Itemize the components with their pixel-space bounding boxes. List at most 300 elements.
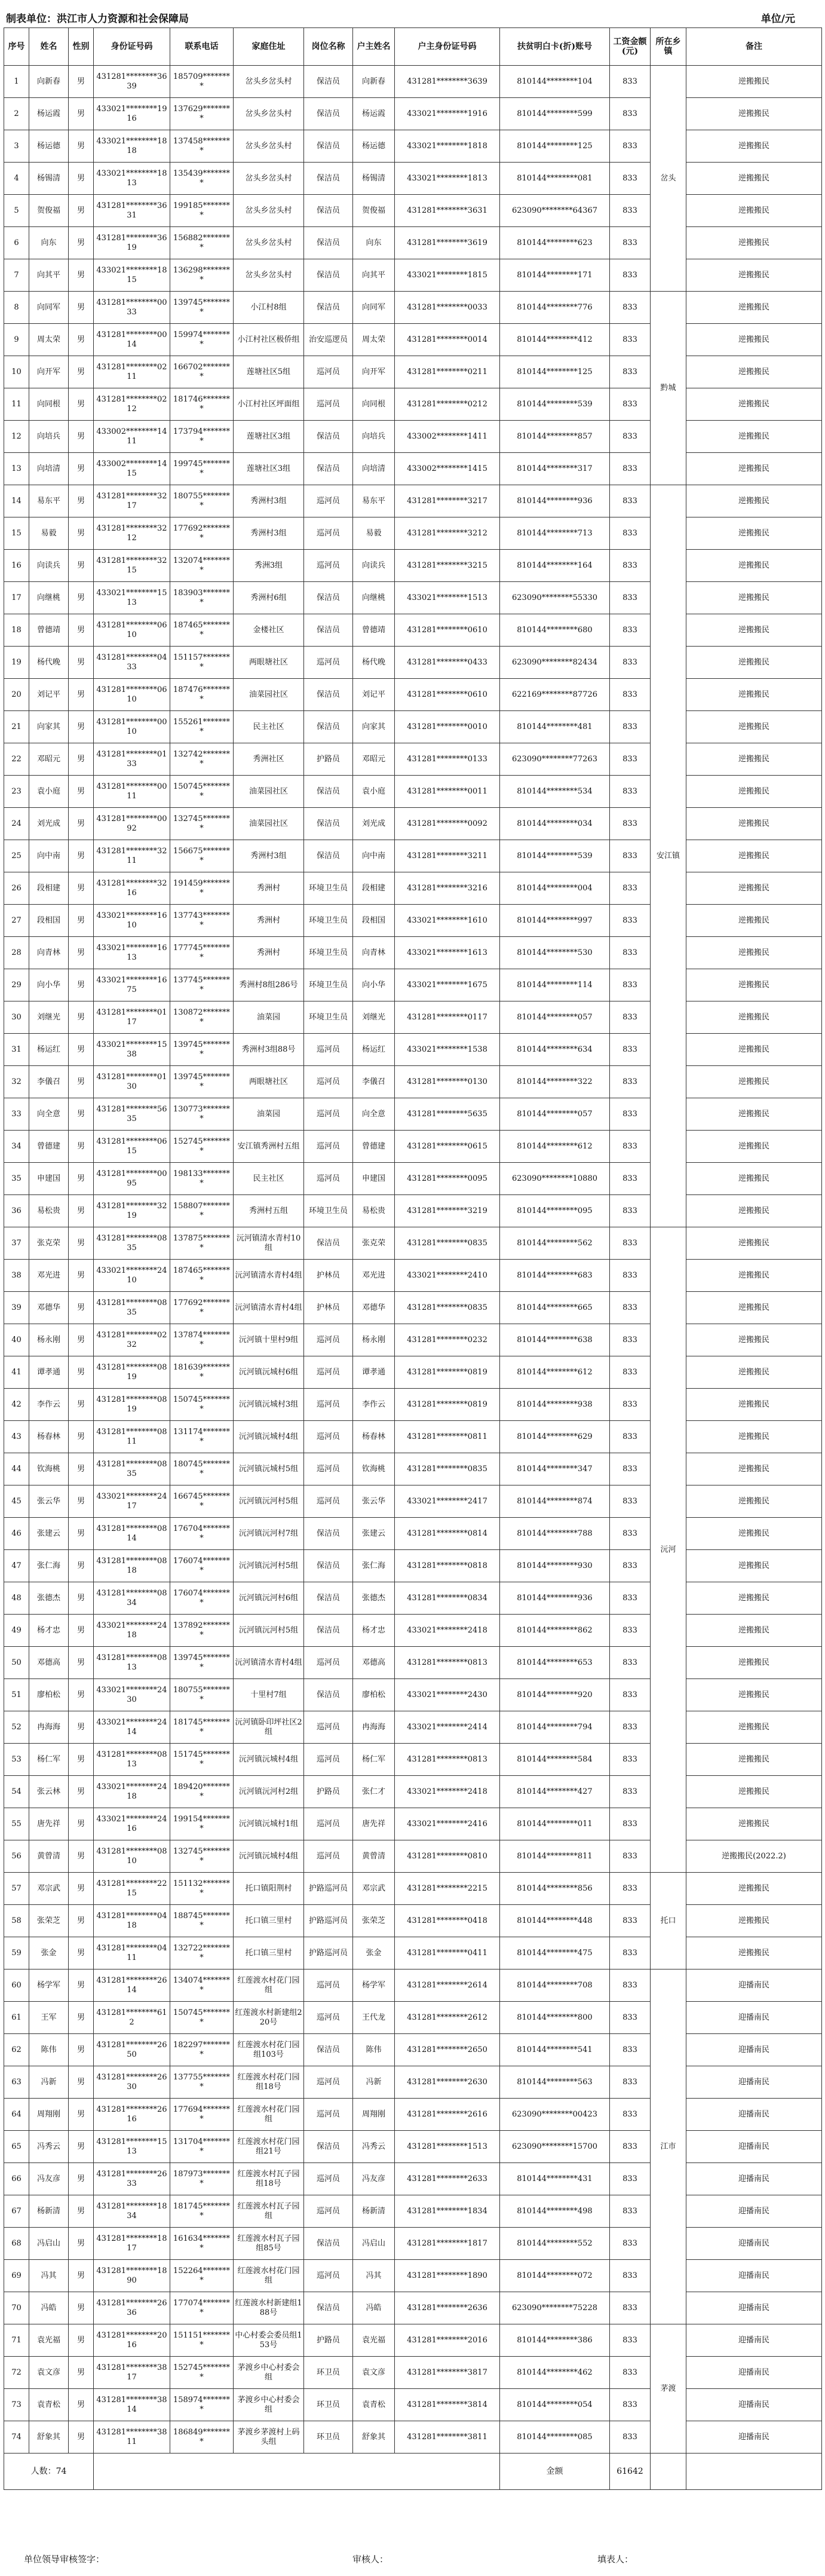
sex-cell: 男 xyxy=(69,2034,94,2066)
table-row xyxy=(4,1195,822,1227)
head-id-cell: 431281********0813 xyxy=(395,1744,500,1776)
name-cell: 邓德高 xyxy=(29,1647,69,1679)
head-name-cell: 周翔刚 xyxy=(353,2099,395,2131)
head-name-cell: 冯启山 xyxy=(353,2228,395,2260)
amount-cell: 833 xyxy=(610,292,651,324)
remark-cell: 逆搬搬民 xyxy=(686,517,822,550)
sex-cell: 男 xyxy=(69,776,94,808)
remark-cell: 逆搬搬民(2022.2) xyxy=(686,1840,822,1873)
address-cell: 秀洲社区 xyxy=(234,743,304,776)
col-header: 扶贫明白卡(折)账号 xyxy=(500,28,610,66)
name-cell: 廖柏松 xyxy=(29,1679,69,1711)
table-row xyxy=(4,2357,822,2389)
amount-cell: 833 xyxy=(610,1969,651,2002)
table-row xyxy=(4,1098,822,1131)
account-cell: 810144********004 xyxy=(500,872,610,905)
col-header: 姓名 xyxy=(29,28,69,66)
account-cell: 810144********800 xyxy=(500,2002,610,2034)
head-name-cell: 杨才忠 xyxy=(353,1615,395,1647)
name-cell: 向培清 xyxy=(29,453,69,485)
head-id-cell: 431281********0418 xyxy=(395,1905,500,1937)
amount-cell: 833 xyxy=(610,2163,651,2195)
amount-cell: 833 xyxy=(610,647,651,679)
id-cell: 431281********1513 xyxy=(94,2131,170,2163)
table-row xyxy=(4,1744,822,1776)
name-cell: 刘记平 xyxy=(29,679,69,711)
amount-cell: 833 xyxy=(610,227,651,259)
account-cell: 810144********481 xyxy=(500,711,610,743)
account-cell: 810144********322 xyxy=(500,1066,610,1098)
remark-cell: 逆搬搬民 xyxy=(686,1324,822,1356)
remark-cell: 逆搬搬民 xyxy=(686,1711,822,1744)
preparer-sign-label: 填表人： xyxy=(597,2554,634,2565)
phone-cell: 136298******** xyxy=(170,259,234,292)
remark-cell: 逆搬搬民 xyxy=(686,1421,822,1453)
account-cell: 810144********534 xyxy=(500,776,610,808)
head-id-cell: 431281********3814 xyxy=(395,2389,500,2421)
name-cell: 杨新清 xyxy=(29,2195,69,2228)
address-cell: 秀洲3组 xyxy=(234,550,304,582)
account-cell: 623090********64367 xyxy=(500,195,610,227)
head-name-cell: 邓德高 xyxy=(353,1647,395,1679)
sex-cell: 男 xyxy=(69,356,94,388)
head-name-cell: 曾德靖 xyxy=(353,614,395,647)
amount-cell: 833 xyxy=(610,743,651,776)
head-id-cell: 431281********0011 xyxy=(395,776,500,808)
address-cell: 两眼塘社区 xyxy=(234,647,304,679)
sex-cell: 男 xyxy=(69,1195,94,1227)
remark-cell: 逆搬搬民 xyxy=(686,1098,822,1131)
head-id-cell: 431281********3219 xyxy=(395,1195,500,1227)
remark-cell: 逆搬搬民 xyxy=(686,1873,822,1905)
name-cell: 杨运德 xyxy=(29,130,69,163)
address-cell: 沅河镇沅城村5组 xyxy=(234,1453,304,1485)
table-row xyxy=(4,808,822,840)
amount-cell: 833 xyxy=(610,550,651,582)
phone-cell: 188745******** xyxy=(170,1905,234,1937)
sex-cell: 男 xyxy=(69,2099,94,2131)
col-header: 性别 xyxy=(69,28,94,66)
id-cell: 431281********3211 xyxy=(94,840,170,872)
row-no-cell: 25 xyxy=(4,840,29,872)
table-row xyxy=(4,711,822,743)
post-cell: 保洁员 xyxy=(304,2131,353,2163)
row-no-cell: 58 xyxy=(4,1905,29,1937)
col-header: 户主身份证号码 xyxy=(395,28,500,66)
head-id-cell: 431281********2016 xyxy=(395,2324,500,2357)
post-cell: 护路巡河员 xyxy=(304,1905,353,1937)
remark-cell: 逆搬搬民 xyxy=(686,1808,822,1840)
sex-cell: 男 xyxy=(69,905,94,937)
sex-cell: 男 xyxy=(69,2228,94,2260)
row-no-cell: 39 xyxy=(4,1292,29,1324)
remark-cell: 逆搬搬民 xyxy=(686,356,822,388)
sex-cell: 男 xyxy=(69,1647,94,1679)
amount-cell: 833 xyxy=(610,195,651,227)
address-cell: 安江镇秀洲村五组 xyxy=(234,1131,304,1163)
phone-cell: 150745******** xyxy=(170,1389,234,1421)
remark-cell: 逆搬搬民 xyxy=(686,1615,822,1647)
head-id-cell: 431281********1817 xyxy=(395,2228,500,2260)
table-row xyxy=(4,1485,822,1518)
id-cell: 431281********0130 xyxy=(94,1066,170,1098)
post-cell: 保洁员 xyxy=(304,776,353,808)
amount-cell: 833 xyxy=(610,2260,651,2292)
id-cell: 431281********0418 xyxy=(94,1905,170,1937)
phone-cell: 181639******** xyxy=(170,1356,234,1389)
phone-cell: 132742******** xyxy=(170,743,234,776)
address-cell: 金楼社区 xyxy=(234,614,304,647)
id-cell: 431281********2630 xyxy=(94,2066,170,2099)
row-no-cell: 56 xyxy=(4,1840,29,1873)
sex-cell: 男 xyxy=(69,163,94,195)
name-cell: 易东平 xyxy=(29,485,69,517)
head-id-cell: 433021********1916 xyxy=(395,98,500,130)
post-cell: 环卫员 xyxy=(304,2421,353,2454)
sex-cell: 男 xyxy=(69,550,94,582)
post-cell: 保洁员 xyxy=(304,582,353,614)
address-cell: 中心村委会委员组153号 xyxy=(234,2324,304,2357)
amount-cell: 833 xyxy=(610,1550,651,1582)
amount-cell: 833 xyxy=(610,808,651,840)
head-name-cell: 杨运德 xyxy=(353,130,395,163)
sex-cell: 男 xyxy=(69,195,94,227)
account-cell: 810144********653 xyxy=(500,1647,610,1679)
remark-cell: 逆搬搬民 xyxy=(686,1776,822,1808)
account-cell: 810144********011 xyxy=(500,1808,610,1840)
head-name-cell: 杨锡清 xyxy=(353,163,395,195)
head-id-cell: 431281********0092 xyxy=(395,808,500,840)
address-cell: 岔头乡岔头村 xyxy=(234,163,304,195)
sex-cell: 男 xyxy=(69,517,94,550)
head-name-cell: 冯新 xyxy=(353,2066,395,2099)
remark-cell: 逆搬搬民 xyxy=(686,872,822,905)
id-cell: 431281********0033 xyxy=(94,292,170,324)
row-no-cell: 70 xyxy=(4,2292,29,2324)
table-row xyxy=(4,840,822,872)
head-id-cell: 431281********0232 xyxy=(395,1324,500,1356)
phone-cell: 155261******** xyxy=(170,711,234,743)
name-cell: 向青林 xyxy=(29,937,69,969)
post-cell: 保洁员 xyxy=(304,1550,353,1582)
head-name-cell: 冯皓 xyxy=(353,2292,395,2324)
amount-cell: 833 xyxy=(610,130,651,163)
org-label: 制表单位：洪江市人力资源和社会保障局 xyxy=(6,13,189,25)
sex-cell: 男 xyxy=(69,1711,94,1744)
row-no-cell: 66 xyxy=(4,2163,29,2195)
id-cell: 433021********1916 xyxy=(94,98,170,130)
id-cell: 431281********1817 xyxy=(94,2228,170,2260)
phone-cell: 139745******** xyxy=(170,1066,234,1098)
col-header: 身份证号码 xyxy=(94,28,170,66)
phone-cell: 186849******** xyxy=(170,2421,234,2454)
phone-cell: 137892******** xyxy=(170,1615,234,1647)
table-row xyxy=(4,324,822,356)
post-cell: 保洁员 xyxy=(304,195,353,227)
name-cell: 舒象其 xyxy=(29,2421,69,2454)
sex-cell: 男 xyxy=(69,743,94,776)
post-cell: 环境卫生员 xyxy=(304,872,353,905)
head-name-cell: 段相建 xyxy=(353,872,395,905)
remark-cell: 逆搬搬民 xyxy=(686,550,822,582)
head-name-cell: 陈伟 xyxy=(353,2034,395,2066)
row-no-cell: 38 xyxy=(4,1260,29,1292)
row-no-cell: 26 xyxy=(4,872,29,905)
address-cell: 岔头乡岔头村 xyxy=(234,195,304,227)
head-name-cell: 杨新清 xyxy=(353,2195,395,2228)
head-name-cell: 袁小庭 xyxy=(353,776,395,808)
head-name-cell: 李作云 xyxy=(353,1389,395,1421)
head-id-cell: 431281********0835 xyxy=(395,1453,500,1485)
phone-cell: 182297******** xyxy=(170,2034,234,2066)
row-no-cell: 10 xyxy=(4,356,29,388)
remark-cell: 逆搬搬民 xyxy=(686,711,822,743)
sex-cell: 男 xyxy=(69,1808,94,1840)
head-id-cell: 433021********1815 xyxy=(395,259,500,292)
phone-cell: 137755******** xyxy=(170,2066,234,2099)
address-cell: 沅河镇卧印坪社区2组 xyxy=(234,1711,304,1744)
row-no-cell: 42 xyxy=(4,1389,29,1421)
post-cell: 巡河员 xyxy=(304,1485,353,1518)
name-cell: 谭孝通 xyxy=(29,1356,69,1389)
address-cell: 秀洲村 xyxy=(234,905,304,937)
amount-cell: 833 xyxy=(610,711,651,743)
address-cell: 托口镇三里村 xyxy=(234,1905,304,1937)
phone-cell: 131174******** xyxy=(170,1421,234,1453)
head-id-cell: 431281********0835 xyxy=(395,1292,500,1324)
table-row xyxy=(4,1615,822,1647)
account-cell: 810144********081 xyxy=(500,163,610,195)
address-cell: 油菜园社区 xyxy=(234,679,304,711)
id-cell: 433021********2418 xyxy=(94,1776,170,1808)
amount-cell: 833 xyxy=(610,937,651,969)
remark-cell: 逆搬搬民 xyxy=(686,840,822,872)
row-no-cell: 47 xyxy=(4,1550,29,1582)
amount-cell: 833 xyxy=(610,1647,651,1679)
address-cell: 红莲渡水村瓦子园组85号 xyxy=(234,2228,304,2260)
head-id-cell: 433021********1610 xyxy=(395,905,500,937)
id-cell: 431281********2636 xyxy=(94,2292,170,2324)
id-cell: 431281********3631 xyxy=(94,195,170,227)
head-name-cell: 袁光福 xyxy=(353,2324,395,2357)
name-cell: 曾德建 xyxy=(29,1131,69,1163)
name-cell: 唐先祥 xyxy=(29,1808,69,1840)
name-cell: 刘继光 xyxy=(29,1001,69,1034)
sex-cell: 男 xyxy=(69,2163,94,2195)
post-cell: 保洁员 xyxy=(304,679,353,711)
head-name-cell: 刘光成 xyxy=(353,808,395,840)
post-cell: 保洁员 xyxy=(304,614,353,647)
name-cell: 冯友彦 xyxy=(29,2163,69,2195)
remark-cell: 逆搬搬民 xyxy=(686,1485,822,1518)
amount-cell: 833 xyxy=(610,2228,651,2260)
count-cell: 人数：74 xyxy=(4,2454,94,2490)
amount-cell: 833 xyxy=(610,2195,651,2228)
post-cell: 保洁员 xyxy=(304,259,353,292)
remark-cell: 逆搬搬民 xyxy=(686,1582,822,1615)
name-cell: 张建云 xyxy=(29,1518,69,1550)
post-cell: 保洁员 xyxy=(304,1615,353,1647)
col-header: 序号 xyxy=(4,28,29,66)
amount-cell: 833 xyxy=(610,582,651,614)
row-no-cell: 2 xyxy=(4,98,29,130)
row-no-cell: 15 xyxy=(4,517,29,550)
phone-cell: 134074******** xyxy=(170,1969,234,2002)
row-no-cell: 52 xyxy=(4,1711,29,1744)
row-no-cell: 74 xyxy=(4,2421,29,2454)
id-cell: 431281********0615 xyxy=(94,1131,170,1163)
col-header: 备注 xyxy=(686,28,822,66)
amount-cell: 833 xyxy=(610,356,651,388)
head-id-cell: 431281********2616 xyxy=(395,2099,500,2131)
post-cell: 环卫员 xyxy=(304,2389,353,2421)
id-cell: 431281********2650 xyxy=(94,2034,170,2066)
address-cell: 秀洲村8组286号 xyxy=(234,969,304,1001)
sex-cell: 男 xyxy=(69,2260,94,2292)
row-no-cell: 22 xyxy=(4,743,29,776)
table-row xyxy=(4,1873,822,1905)
id-cell: 433021********2418 xyxy=(94,1615,170,1647)
sex-cell: 男 xyxy=(69,1163,94,1195)
sex-cell: 男 xyxy=(69,324,94,356)
row-no-cell: 20 xyxy=(4,679,29,711)
table-row xyxy=(4,2099,822,2131)
remark-cell: 逆搬搬民 xyxy=(686,485,822,517)
address-cell: 小江村社区极侨组 xyxy=(234,324,304,356)
table-row xyxy=(4,550,822,582)
table-row xyxy=(4,388,822,421)
head-name-cell: 张德杰 xyxy=(353,1582,395,1615)
sex-cell: 男 xyxy=(69,614,94,647)
row-no-cell: 9 xyxy=(4,324,29,356)
name-cell: 杨运霞 xyxy=(29,98,69,130)
post-cell: 巡河员 xyxy=(304,356,353,388)
phone-cell: 151151******** xyxy=(170,2324,234,2357)
address-cell: 岔头乡岔头村 xyxy=(234,259,304,292)
account-cell: 810144********412 xyxy=(500,324,610,356)
phone-cell: 181746******** xyxy=(170,388,234,421)
row-no-cell: 19 xyxy=(4,647,29,679)
name-cell: 周太荣 xyxy=(29,324,69,356)
head-id-cell: 431281********1513 xyxy=(395,2131,500,2163)
address-cell: 油菜园社区 xyxy=(234,808,304,840)
phone-cell: 187476******** xyxy=(170,679,234,711)
town-cell: 茅渡 xyxy=(651,2324,686,2454)
amount-cell: 833 xyxy=(610,1260,651,1292)
address-cell: 秀洲村 xyxy=(234,872,304,905)
head-id-cell: 431281********0610 xyxy=(395,614,500,647)
head-name-cell: 王代龙 xyxy=(353,2002,395,2034)
head-id-cell: 431281********2633 xyxy=(395,2163,500,2195)
id-cell: 433021********1818 xyxy=(94,130,170,163)
row-no-cell: 28 xyxy=(4,937,29,969)
head-name-cell: 曾德建 xyxy=(353,1131,395,1163)
name-cell: 李儀召 xyxy=(29,1066,69,1098)
id-cell: 431281********0814 xyxy=(94,1518,170,1550)
account-cell: 810144********713 xyxy=(500,517,610,550)
table-row xyxy=(4,195,822,227)
address-cell: 茅渡乡中心村委会组 xyxy=(234,2389,304,2421)
sex-cell: 男 xyxy=(69,1131,94,1163)
table-row xyxy=(4,2324,822,2357)
table-row xyxy=(4,2421,822,2454)
sex-cell: 男 xyxy=(69,1615,94,1647)
address-cell: 红莲渡水村花门园组 xyxy=(234,2260,304,2292)
sex-cell: 男 xyxy=(69,1034,94,1066)
head-id-cell: 433021********2414 xyxy=(395,1711,500,1744)
sex-cell: 男 xyxy=(69,66,94,98)
amount-cell: 833 xyxy=(610,679,651,711)
table-row xyxy=(4,453,822,485)
name-cell: 邓德华 xyxy=(29,1292,69,1324)
amount-cell: 833 xyxy=(610,1034,651,1066)
phone-cell: 199154******** xyxy=(170,1808,234,1840)
head-id-cell: 433021********1675 xyxy=(395,969,500,1001)
name-cell: 向读兵 xyxy=(29,550,69,582)
head-name-cell: 向中南 xyxy=(353,840,395,872)
row-no-cell: 73 xyxy=(4,2389,29,2421)
phone-cell: 177745******** xyxy=(170,937,234,969)
address-cell: 红莲渡水村花门园组 xyxy=(234,1969,304,2002)
address-cell: 十里村7组 xyxy=(234,1679,304,1711)
remark-cell: 逆搬搬民 xyxy=(686,679,822,711)
head-name-cell: 谭孝通 xyxy=(353,1356,395,1389)
address-cell: 油菜园 xyxy=(234,1098,304,1131)
id-cell: 431281********0011 xyxy=(94,776,170,808)
post-cell: 环境卫生员 xyxy=(304,937,353,969)
remark-cell: 迎播南民 xyxy=(686,2163,822,2195)
name-cell: 申建国 xyxy=(29,1163,69,1195)
sex-cell: 男 xyxy=(69,1873,94,1905)
account-cell: 810144********498 xyxy=(500,2195,610,2228)
head-id-cell: 431281********0211 xyxy=(395,356,500,388)
head-name-cell: 廖柏松 xyxy=(353,1679,395,1711)
name-cell: 向新春 xyxy=(29,66,69,98)
head-id-cell: 431281********3212 xyxy=(395,517,500,550)
name-cell: 向东 xyxy=(29,227,69,259)
head-id-cell: 431281********0033 xyxy=(395,292,500,324)
phone-cell: 173794******** xyxy=(170,421,234,453)
head-name-cell: 向全意 xyxy=(353,1098,395,1131)
phone-cell: 176074******** xyxy=(170,1582,234,1615)
account-cell: 623090********00423 xyxy=(500,2099,610,2131)
address-cell: 秀洲村3组 xyxy=(234,517,304,550)
post-cell: 巡河员 xyxy=(304,1034,353,1066)
address-cell: 红莲渡水村新建组188号 xyxy=(234,2292,304,2324)
name-cell: 陈伟 xyxy=(29,2034,69,2066)
sex-cell: 男 xyxy=(69,98,94,130)
account-cell: 810144********095 xyxy=(500,1195,610,1227)
post-cell: 巡河员 xyxy=(304,2066,353,2099)
row-no-cell: 6 xyxy=(4,227,29,259)
remark-cell: 逆搬搬民 xyxy=(686,1647,822,1679)
head-id-cell: 433021********2418 xyxy=(395,1615,500,1647)
id-cell: 431281********3219 xyxy=(94,1195,170,1227)
id-cell: 431281********0232 xyxy=(94,1324,170,1356)
head-name-cell: 冯友彦 xyxy=(353,2163,395,2195)
head-id-cell: 431281********2630 xyxy=(395,2066,500,2099)
head-name-cell: 刘继光 xyxy=(353,1001,395,1034)
account-cell: 810144********634 xyxy=(500,1034,610,1066)
id-cell: 431281********0610 xyxy=(94,679,170,711)
phone-cell: 137875******** xyxy=(170,1227,234,1260)
table-row xyxy=(4,2002,822,2034)
post-cell: 保洁员 xyxy=(304,130,353,163)
head-name-cell: 向同军 xyxy=(353,292,395,324)
id-cell: 431281********3212 xyxy=(94,517,170,550)
amount-cell: 833 xyxy=(610,1744,651,1776)
sheet-header xyxy=(6,7,819,27)
